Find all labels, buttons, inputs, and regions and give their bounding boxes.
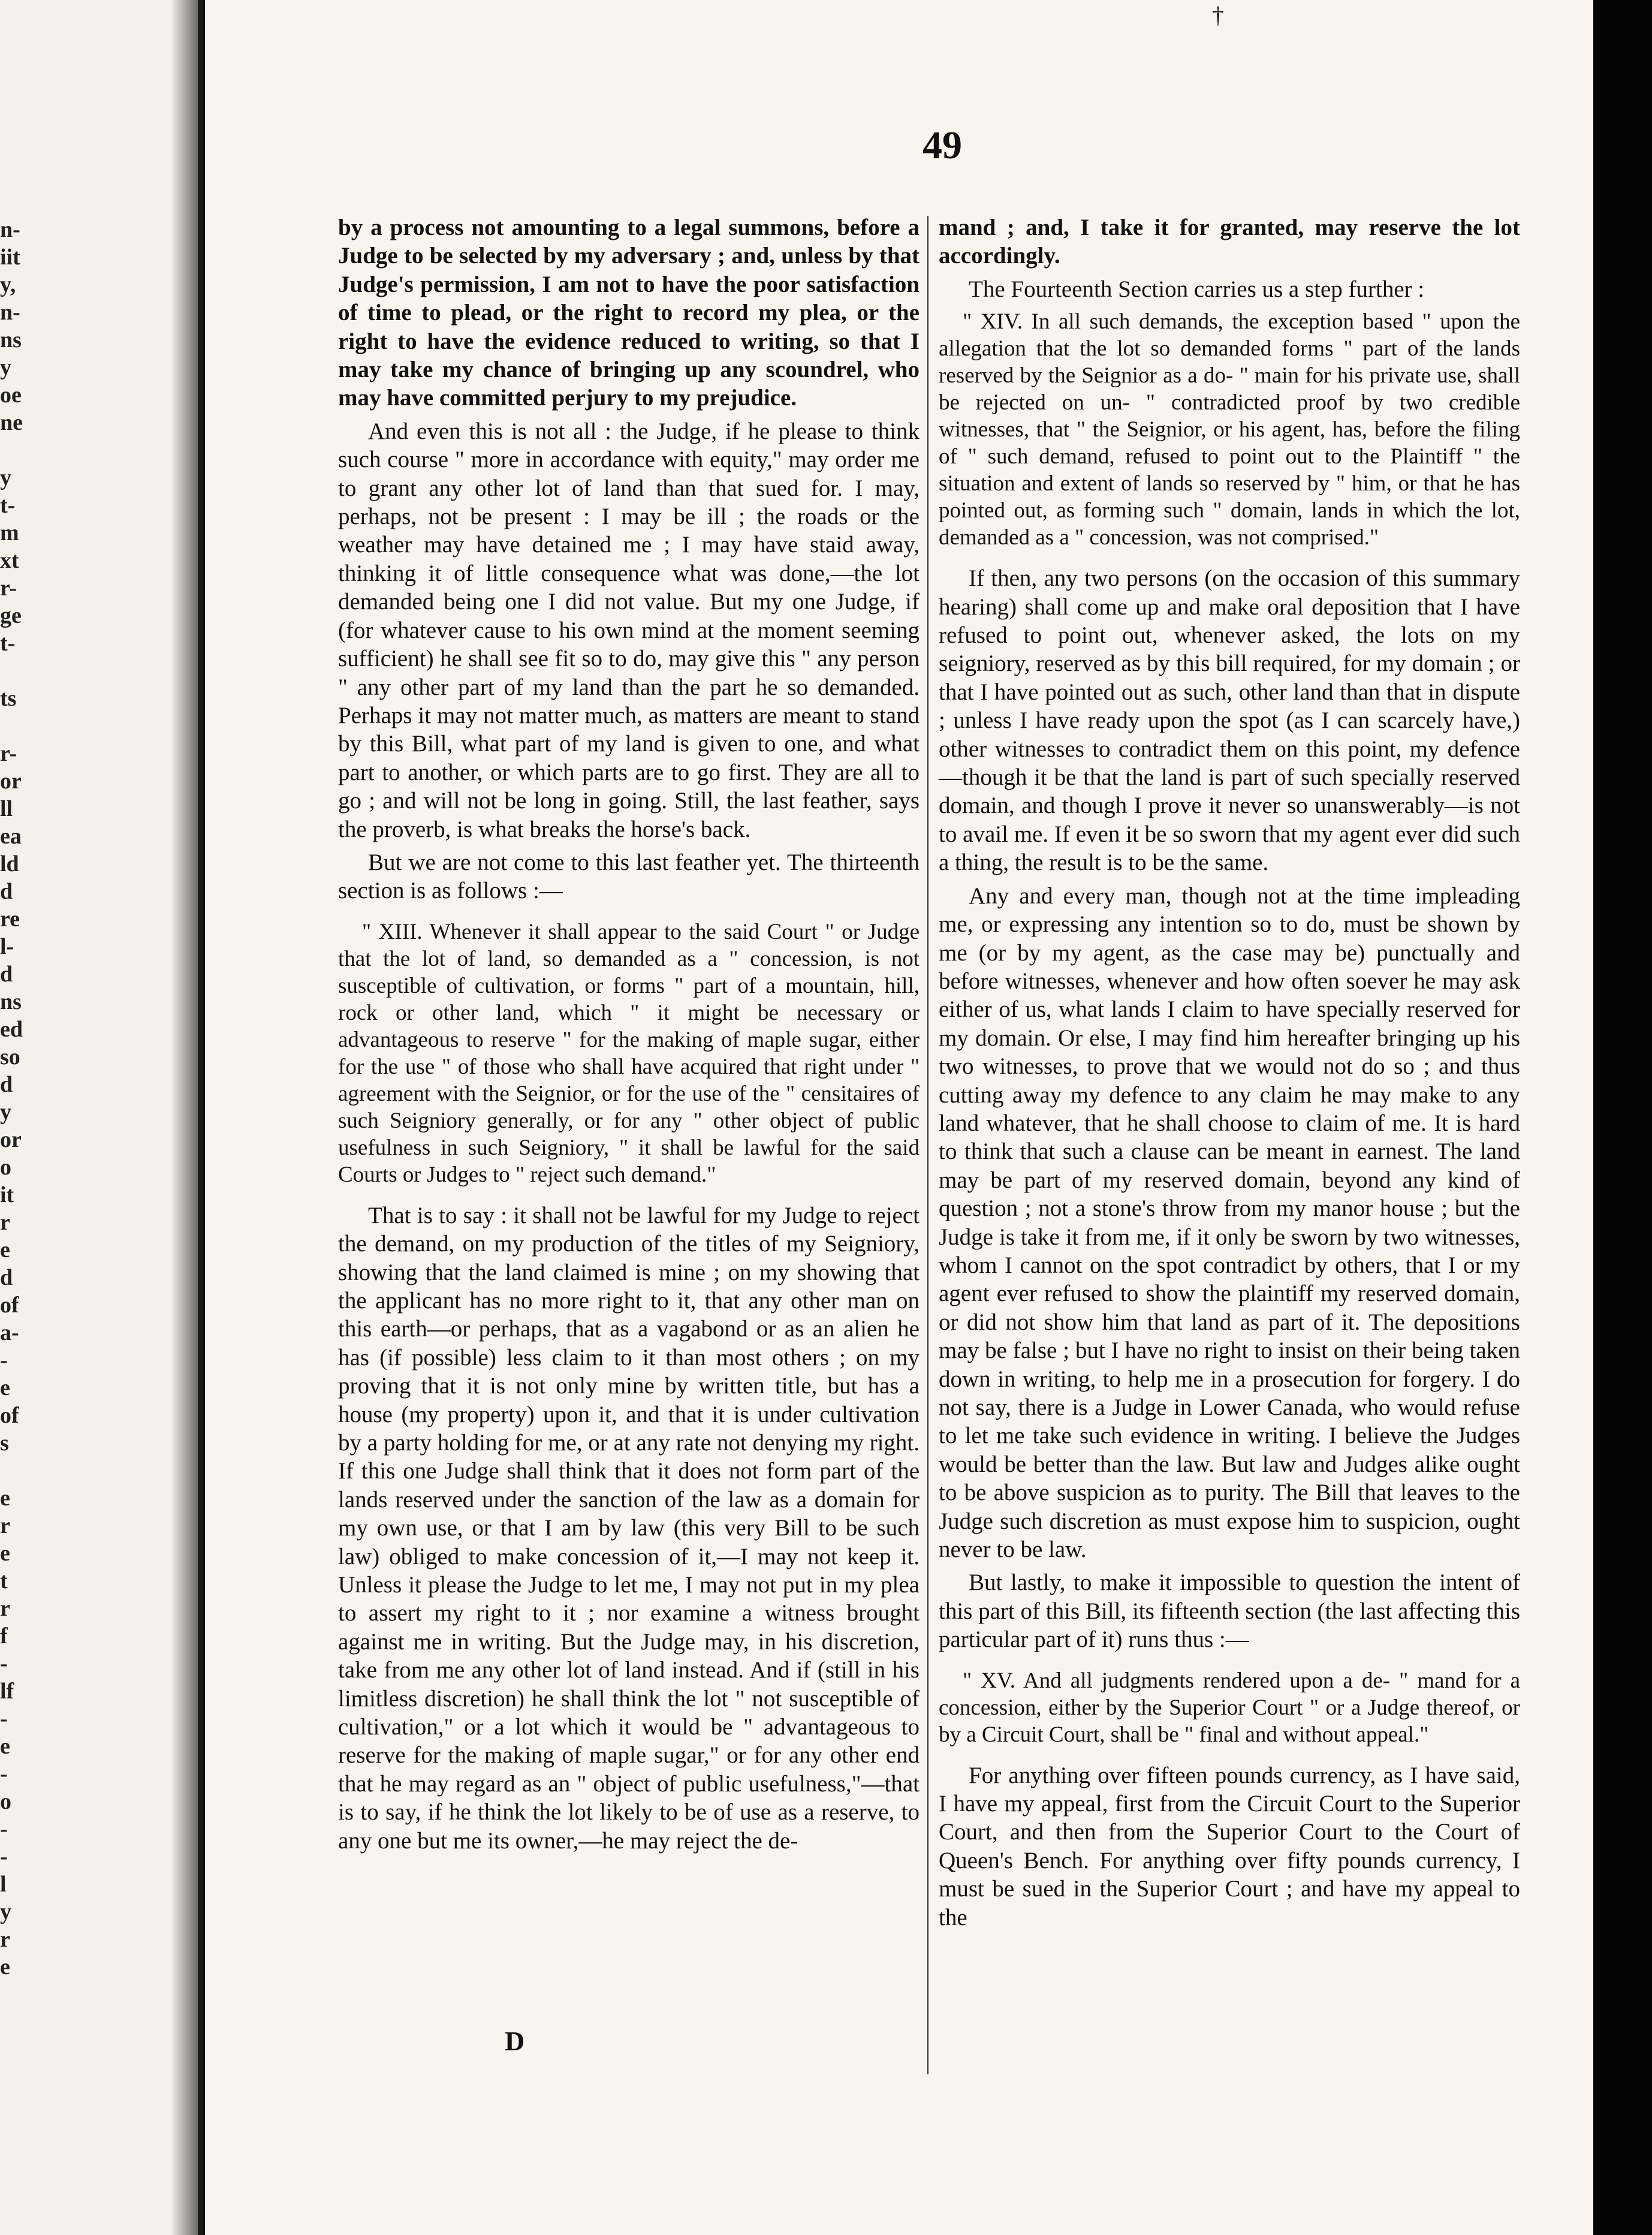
adjacent-page-fragment: or (0, 769, 22, 794)
adjacent-page-fragment: y (0, 1899, 11, 1924)
adjacent-page-fragment: y (0, 355, 11, 380)
adjacent-page-fragment: - (0, 1706, 8, 1731)
paragraph: The Fourteenth Section carries us a step further : (969, 276, 1425, 302)
adjacent-page-fragment (0, 1457, 36, 1484)
adjacent-page-fragment: d (0, 1072, 13, 1097)
corner-mark: † (1212, 2, 1224, 29)
adjacent-page-fragment: e (0, 1375, 10, 1400)
page-number: 49 (923, 124, 962, 167)
right-text-column (939, 213, 1520, 1936)
gutter-shadow (170, 0, 198, 2235)
adjacent-page-fragment: so (0, 1044, 20, 1070)
paragraph: mand ; and, I take it for granted, may reserve the lot accordingly. (939, 215, 1520, 269)
paragraph: For anything over fifteen pounds currency, as I have said, I have my appeal, first from the Circuit Court to the Superior Court, and then from the Superior Court to the Court of Queen's Bench. For anything over fifty pounds currency, I must be sued in the Superior Court ; and have my appeal to the (939, 1762, 1520, 1930)
adjacent-page-fragment: o (0, 1155, 11, 1180)
adjacent-page-fragment: e (0, 1237, 10, 1263)
adjacent-page-fragment: - (0, 1761, 8, 1787)
adjacent-page-fragment: d (0, 879, 13, 904)
adjacent-page-fragment: l (0, 1872, 7, 1897)
column-divider (927, 216, 929, 2074)
adjacent-page-fragment: r (0, 1596, 10, 1621)
adjacent-page-fragment: y (0, 1100, 11, 1125)
paragraph: Any and every man, though not at the time impleading me, or expressing any intention so to do, must be shown by me (or by my agent, as the case may be) punctually and before witnesses, whenever and how often soever he may ask either of us, what lands I claim to have specially reserved for my domain. Or else, I may find him hereafter bringing up his two witnesses, to prove that we would not do so ; and thus cutting away my defence to any claim he may make to any land whatever, that he shall choose to claim of me. It is hard to think that such a clause can be meant in earnest. The land may be part of my reserved domain, beyond any kind of question ; not a stone's throw from my manor house ; but the Judge is take it from me, if it only be sworn by two witnesses, whom I cannot on the spot contradict by others, that I or my agent ever refused to show the plaintiff my reserved domain, or did not show him that land as part of it. The depositions may be false ; but I have no right to insist on their being taken down in writing, to help me in a prosecution for forgery. I do not say, there is a Judge in Lower Canada, who would refuse to let me take such evidence in writing. I believe the Judges would be better than the law. But law and Judges alike ought to be above suspicion as to purity. The Bill that leaves to the Judge such discretion as must expose him to suspicion, ought never to be law. (939, 882, 1520, 1563)
adjacent-page-fragment: s (0, 1430, 9, 1456)
adjacent-page-fragment: iit (0, 245, 20, 270)
left-text-column (338, 213, 920, 1860)
adjacent-page-fragment: e (0, 1954, 10, 1980)
adjacent-page-fragment: ns (0, 327, 22, 353)
adjacent-page-fragment: e (0, 1486, 10, 1511)
adjacent-page-fragment: oe (0, 382, 22, 408)
adjacent-page-fragment: l- (0, 934, 14, 959)
paragraph: But we are not come to this last feather yet. The thirteenth section is as follows :— (338, 849, 920, 904)
adjacent-page-margin (0, 0, 198, 2235)
adjacent-page-fragment: r (0, 1513, 10, 1538)
adjacent-page-fragment: of (0, 1403, 19, 1428)
adjacent-page-fragment: ns (0, 989, 22, 1014)
paragraph: And even this is not all : the Judge, if he please to think such course " more in accordance with equity," may order me to grant any other lot of land than that sued for. I may, perhaps, not be present : I may be ill ; the roads or the weather may have detained me ; I may have staid away, thinking it of little consequence what was done,—the lot demanded being one I did not value. But my one Judge, if (for whatever cause to his own mind at the moment seeming sufficient) he shall see fit so to do, may give this " any person " any other part of my land than the part he so demanded. Perhaps it may not matter much, as matters are meant to stand by this Bill, what part of my land is given to one, and what part to another, or which parts are to go first. They are all to go ; and will not be long in going. Still, the last feather, says the proverb, is what breaks the horse's back. (338, 418, 920, 842)
adjacent-page-fragment: f (0, 1623, 8, 1649)
adjacent-page-fragment: r- (0, 741, 17, 766)
paragraph: by a process not amounting to a legal summons, before a Judge to be selected by my adversary ; and, unless by that Judge's permission, I am not to have the poor satisfaction of time to plead, or the right to record my plea, or the right to have the evidence reduced to writing, so that I may take my chance of bringing up any scoundrel, who may have committed perjury to my prejudice. (338, 215, 920, 411)
adjacent-page-fragment: t- (0, 493, 16, 518)
paragraph: But lastly, to make it impossible to question the intent of this part of this Bill, its fifteenth section (the last affecting this particular part of it) runs thus :— (939, 1570, 1520, 1653)
adjacent-page-fragment: or (0, 1127, 22, 1152)
adjacent-page-fragment: ll (0, 796, 13, 821)
adjacent-page-fragment: lf (0, 1679, 14, 1704)
adjacent-page-fragment: m (0, 520, 19, 546)
adjacent-page-fragment: r (0, 1927, 10, 1952)
adjacent-page-fragment: re (0, 906, 20, 932)
printer-signature-mark: D (505, 2026, 525, 2056)
adjacent-page-fragment: e (0, 1734, 10, 1759)
adjacent-page-fragment: ne (0, 410, 23, 435)
quoted-section-xv: " XV. And all judgments rendered upon a de- " mand for a concession, either by the Superior Court " or a Judge thereof, or by a Circuit Court, shall be " final and without appeal." (939, 1668, 1520, 1747)
adjacent-page-fragment: - (0, 1651, 8, 1676)
adjacent-page-fragment: a- (0, 1320, 19, 1345)
adjacent-page-fragment: n- (0, 217, 20, 242)
adjacent-page-fragment: o (0, 1789, 11, 1814)
adjacent-page-fragment (0, 712, 36, 740)
adjacent-page-text-fragments (0, 216, 36, 1981)
adjacent-page-fragment: it (0, 1182, 14, 1207)
adjacent-page-fragment: - (0, 1348, 8, 1373)
paragraph: That is to say : it shall not be lawful for my Judge to reject the demand, on my production of the titles of my Seigniory, showing that the land claimed is mine ; on my showing that the applicant has no more right to it, that any other man on this earth—or perhaps, that as a vagabond or as an alien he has (if possible) less claim to it than most others ; on my proving that it is not only mine by written title, but has a house (my property) upon it, and that it is under cultivation by a party holding for me, or at any rate not denying my right. If this one Judge shall think that it does not form part of the lands reserved under the sanction of the law as a domain for my own use, or that I am by law (this very Bill to be such law) obliged to make concession of it,—I may not keep it. Unless it please the Judge to let me, I may not put in my plea to assert my right to it ; nor examine a witness brought against me in writing. But the Judge may, in his discretion, take from me any other lot of land instead. And if (still in his limitless discretion) he shall think the lot " not susceptible of cultivation," or a lot which it would be " advantageous to reserve for the making of maple sugar," or for any other end that he may regard as an " object of public usefulness,"—that is to say, if he think the lot likely to be of use as a reserve, to any one but me its owner,—he may reject the de- (338, 1202, 920, 1854)
adjacent-page-fragment: d (0, 962, 13, 987)
adjacent-page-fragment: d (0, 1265, 13, 1290)
adjacent-page-fragment: ts (0, 686, 17, 711)
quoted-section-xiii: " XIII. Whenever it shall appear to the said Court " or Judge that the lot of land, so demanded as a " concession, is not susceptible of cultivation, or forms " part of a mountain, hill, rock or other land, which " it might be necessary or advantageous to reserve " for the making of maple sugar, either for the use " of those who shall have acquired that right under " agreement with the Seignior, or for the use of the " censitaires of such Seigniory generally, or for any " other object of public usefulness in such Seigniory, " it shall be lawful for the said Courts or Judges to " reject such demand." (338, 919, 920, 1187)
adjacent-page-fragment: - (0, 1817, 8, 1842)
adjacent-page-fragment (0, 436, 36, 464)
adjacent-page-fragment: t- (0, 631, 16, 656)
adjacent-page-fragment: r (0, 1210, 10, 1235)
adjacent-page-fragment: of (0, 1293, 19, 1318)
adjacent-page-fragment: ea (0, 824, 22, 849)
adjacent-page-fragment: y, (0, 272, 16, 297)
adjacent-page-fragment: ld (0, 851, 19, 876)
adjacent-page-fragment: ed (0, 1017, 23, 1042)
adjacent-page-fragment (0, 657, 36, 685)
adjacent-page-fragment: xt (0, 548, 19, 573)
adjacent-page-fragment: e (0, 1541, 10, 1566)
adjacent-page-fragment: r- (0, 576, 17, 601)
adjacent-page-fragment: t (0, 1568, 8, 1594)
adjacent-page-fragment: ge (0, 603, 22, 628)
book-page (203, 0, 1596, 2235)
adjacent-page-fragment: n- (0, 300, 20, 325)
paragraph: If then, any two persons (on the occasion of this summary hearing) shall come up and make oral deposition that I have refused to point out, whenever asked, the lots on my seigniory, reserved as by this bill required, for my domain ; or that I have pointed out as such, other land than that in dispute ; unless I have ready upon the spot (as I can scarcely have,) other witnesses to contradict them on this point, my defence—though it be that the land is part of such specially reserved domain, and though I prove it never so unanswerably—is not to avail me. If even it be so sworn that my agent ever did such a thing, the result is to be the same. (939, 565, 1520, 876)
quoted-section-xiv: " XIV. In all such demands, the exception based " upon the allegation that the lot so demanded forms " part of the lands reserved by the Seignior as a do- " main for his private use, shall be rejected on un- " contradicted proof by two credible witnesses, that " the Seignior, or his agent, has, before the filing of " such demand, refused to point out to the Plaintiff " the situation and extent of lands so reserved by " him, or that he has pointed out, as forming such " domain, lands in which the lot, demanded as a " concession, was not comprised." (939, 309, 1520, 550)
adjacent-page-fragment: y (0, 465, 11, 490)
adjacent-page-fragment: - (0, 1844, 8, 1869)
scan-border (1593, 0, 1652, 2235)
